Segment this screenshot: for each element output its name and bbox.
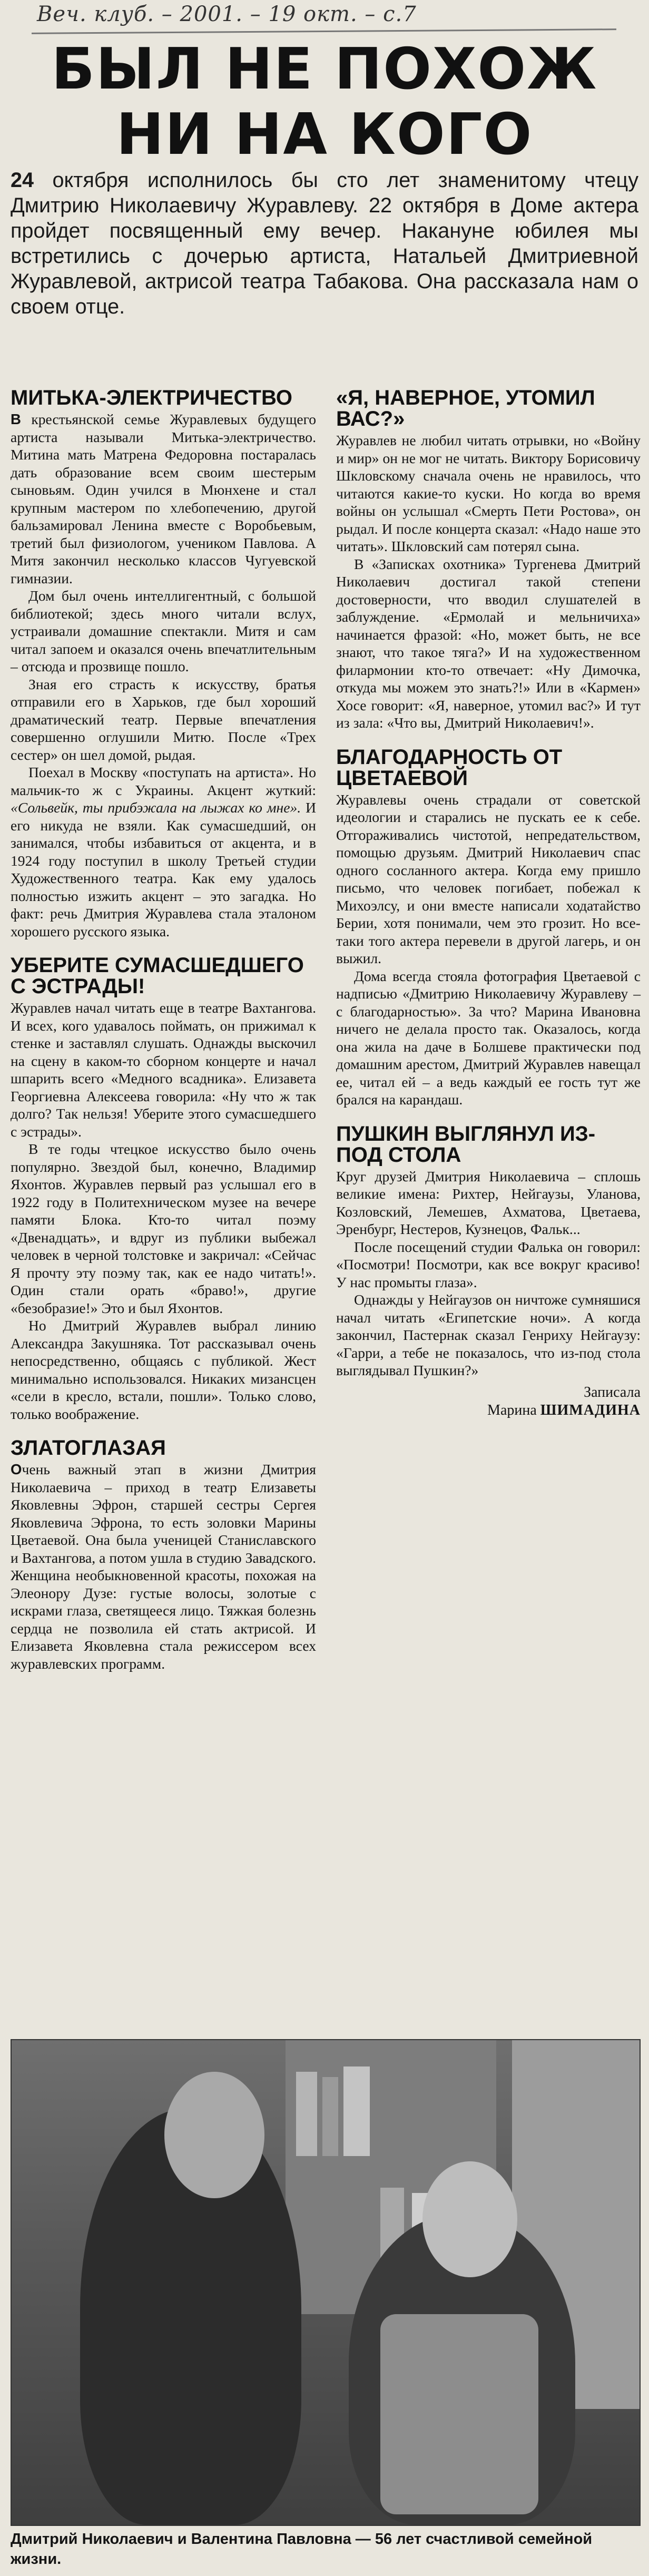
paragraph: Журавлев начал читать еще в театре Вахтангова. И всех, кого удавалось поймать, он прижимал к стенке и заставлял слушать. Однажды выскочил на сцену в каком-то сборном концерте и начал шпарить всего «Медного всадника». Елизавета Георгиевна Алексеева говорила: «Ну что ж так долго? Так нельзя! Уберите этого сумасшедшего с эстрады». (11, 1000, 316, 1140)
paragraph: Но Дмитрий Журавлев выбрал линию Александра Закушняка. Тот рассказывал очень непосредственно, общаясь с публикой. Жест минимально использовался. Никаких мизансцен «сели в кресло, встали, пошли». Только слово, только воображение. (11, 1317, 316, 1422)
section-body-tsvetaeva (336, 791, 641, 1109)
section-title-mitka: МИТЬКА-ЭЛЕКТРИЧЕСТВО (11, 386, 292, 409)
dropcap: В (11, 411, 21, 427)
paragraph-text: чень важный этап в жизни Дмитрия Николаевича – приход в театр Елизаветы Яковлевны Эфрон, старшей сестры Сергея Яковлевича Эфрона, то есть золовки Марины Цветаевой. Она была ученицей Станиславского и Вахтангова, а потом ушла в студию Завадского. Женщина необыкновенной красоты, похожая на Элеонору Дузе: густые волосы, золотые с искрами глаза, светящееся лицо. Тяжкая болезнь сердца не позволила ей стать актрисой. И Елизавета Яковлевна стала режиссером всех журавлевских программ. (11, 1461, 316, 1672)
headline-line-1: БЫЛ НЕ ПОХОЖ (51, 36, 598, 102)
article-photo (11, 2039, 641, 2526)
lead-paragraph (11, 168, 638, 319)
paragraph: В те годы чтецкое искусство было очень популярно. Звездой был, конечно, Владимир Яхонтов. Журавлев первый раз услышал его в 1922 году в Политехническом музее на вечере памяти Блока. Кто-то читал поэму «Двенадцать», и вдруг из публики выбежал человек в черной толстовке и закричал: «Сейчас Я прочту эту поэму так, как ее надо читать!». Один стали орать «браво!», другие «безобразие!» Это и был Яхонтов. (11, 1141, 316, 1316)
credit-label: Записала (584, 1384, 641, 1400)
paragraph (11, 410, 316, 587)
headline (9, 37, 640, 168)
section-body-zlatoglazaya (11, 1461, 316, 1672)
paragraph: Дома всегда стояла фотография Цветаевой с надписью «Дмитрию Николаевичу Журавлеву – с благодарностью». За что? Марина Ивановна ничего не делала просто так. Оказалось, когда она жила на даче в Болшеве практически под домашним арестом, Дмитрий Журавлев навещал ее, читал ей – а ведь каждый ее гость тут же брался на карандаш. (336, 967, 641, 1108)
paragraph: Однажды у Нейгаузов он ничтоже сумняшися начал читать «Египетские ночи». А когда закончил, Пастернак сказал Генриху Нейгаузу: «Гарри, а тебе не показалось, что из-под стола выглядывал Пушкин?» (336, 1291, 641, 1378)
section-title-utomil: «Я, НАВЕРНОЕ, УТОМИЛ ВАС?» (336, 386, 595, 430)
paragraph: Журавлев не любил читать отрывки, но «Войну и мир» он не мог не читать. Виктору Борисовичу Шкловскому сначала очень не нравилось, что читаются какие-то куски. Но когда во время войны он услышал «Смерть Пети Ростова», он рыдал. И после концерта сказал: «Надо наше это читать». Шкловский сам потерял сына. (336, 432, 641, 554)
man-head (164, 2072, 264, 2198)
section-body-uberite (11, 999, 316, 1423)
paragraph: Круг друзей Дмитрия Николаевича – сплошь великие имена: Рихтер, Нейгаузы, Уланова, Козловский, Лемешев, Ахматова, Цветаева, Эренбург, Нестеров, Кузнецов, Фальк... (336, 1168, 641, 1237)
section-title-zlatoglazaya: ЗЛАТОГЛАЗАЯ (11, 1436, 166, 1460)
author-credit (336, 1384, 641, 1419)
section-title-tsvetaeva: БЛАГОДАРНОСТЬ ОТ ЦВЕТАЕВОЙ (336, 745, 563, 790)
paragraph-text: И его никуда не взяли. Как сумасшедший, он занимался, чтобы избавиться от акцента, и в 1924 году поступил в школу Третьей студии Художественного театра. Как ему удалось полностью изжить акцент – это загадка. Но факт: речь Дмитрия Журавлева стала эталоном хорошего русского языка. (11, 799, 317, 939)
paragraph-text: крестьянской семье Журавлевых будущего артиста называли Митька-электричество. Митина мать Матрена Федоровна постаралась дать образование всем своим шестерым сыновьям. Один учился в Мюнхене и стал крупным мастером по хлебопечению, другой бальзамировал Ленина вместе с Воробьевым, третий был физиологом, учеником Павлова. А Митя закончил несколько классов Чугуевской гимназии. (11, 411, 316, 586)
paragraph (11, 1461, 316, 1672)
section-body-mitka (11, 410, 316, 940)
section-body-pushkin (336, 1168, 641, 1379)
book (296, 2072, 317, 2156)
paragraph: Зная его страсть к искусству, братья отправили его в Харьков, где был хороший драматический театр. Первые впечатления совершенно оглушили Митю. После «Трех сестер» он шел домой, рыдая. (11, 675, 316, 763)
paragraph-text: Поехал в Москву «поступать на артиста». Но мальчик-то ж с Украины. Акцент жуткий: (11, 764, 316, 798)
citation-underline (32, 28, 616, 34)
paragraph: Дом был очень интеллигентный, с большой библиотекой; здесь много читали вслух, устраивали домашние спектакли. Митя и сам читал запоем и оказался очень впечатлительным – отсюда и прозвище пошло. (11, 587, 316, 674)
headline-line-2: НИ НА КОГО (116, 102, 533, 168)
paragraph: Журавлевы очень страдали от советской идеологии и старались не пускать ее к себе. Отгораживались чистотой, непредательством, помощью друзьям. Дмитрий Николаевич спас одного сосланного актера. Когда ему пришло письмо, что человек погибает, побежал к Михоэлсу, и они вместе написали ходатайство Берии, хотя понимали, чем это грозит. Но все-таки того актера перевели в другой лагерь, и он выжил. (336, 791, 641, 966)
book (322, 2077, 338, 2156)
lead-text: октября исполнилось бы сто лет знаменитому чтецу Дмитрию Николаевичу Журавлеву. 22 октября в Доме актера пройдет посвященный ему вечер. Накануне юбилея мы встретились с дочерью артиста, Натальей Дмитриевной Журавлевой, актрисой театра Табакова. Она рассказала нам о своем отце. (11, 169, 638, 318)
book (343, 2066, 370, 2156)
left-column (11, 387, 316, 1687)
section-title-pushkin: ПУШКИН ВЫГЛЯНУЛ ИЗ-ПОД СТОЛА (336, 1122, 596, 1167)
handwritten-citation: Веч. клуб. – 2001. – 19 окт. – с.7 (37, 2, 417, 26)
lead-date: 24 (11, 169, 34, 192)
paragraph (11, 763, 316, 940)
photo-caption: Дмитрий Николаевич и Валентина Павловна — 56 лет счастливой семейной жизни. (11, 2531, 593, 2568)
right-column (336, 387, 641, 1419)
woman-shawl (380, 2314, 538, 2514)
author-last-name: ШИМАДИНА (540, 1402, 641, 1418)
credit-author (336, 1402, 641, 1419)
author-first-name: Марина (487, 1402, 537, 1418)
quote-italic: «Сольвейк, ты прибэжала на лыжах ко мне». (11, 799, 301, 816)
dropcap: О (11, 1461, 22, 1477)
paragraph: В «Записках охотника» Тургенева Дмитрий Николаевич достигал такой степени достоверности, что вводил слушателей в заблуждение. «Ермолай и мельничиха» начинается фразой: «Но, может быть, не все знают, что такое тяга?» И на художественном филармонии кто-то отвечает: «Ну Димочка, откуда мы можем это знать?!» Или в «Кармен» Хосе говорит: «Я, наверное, утомил вас?» И тут из зала: «Что вы, Дмитрий Николаевич!». (336, 555, 641, 731)
section-body-utomil (336, 432, 641, 732)
woman-head (422, 2161, 517, 2277)
paragraph: После посещений студии Фалька он говорил: «Посмотри! Посмотри, как все вокруг красиво! У нас промыты глаза». (336, 1238, 641, 1290)
section-title-uberite: УБЕРИТЕ СУМАСШЕДШЕГО С ЭСТРАДЫ! (11, 954, 304, 998)
